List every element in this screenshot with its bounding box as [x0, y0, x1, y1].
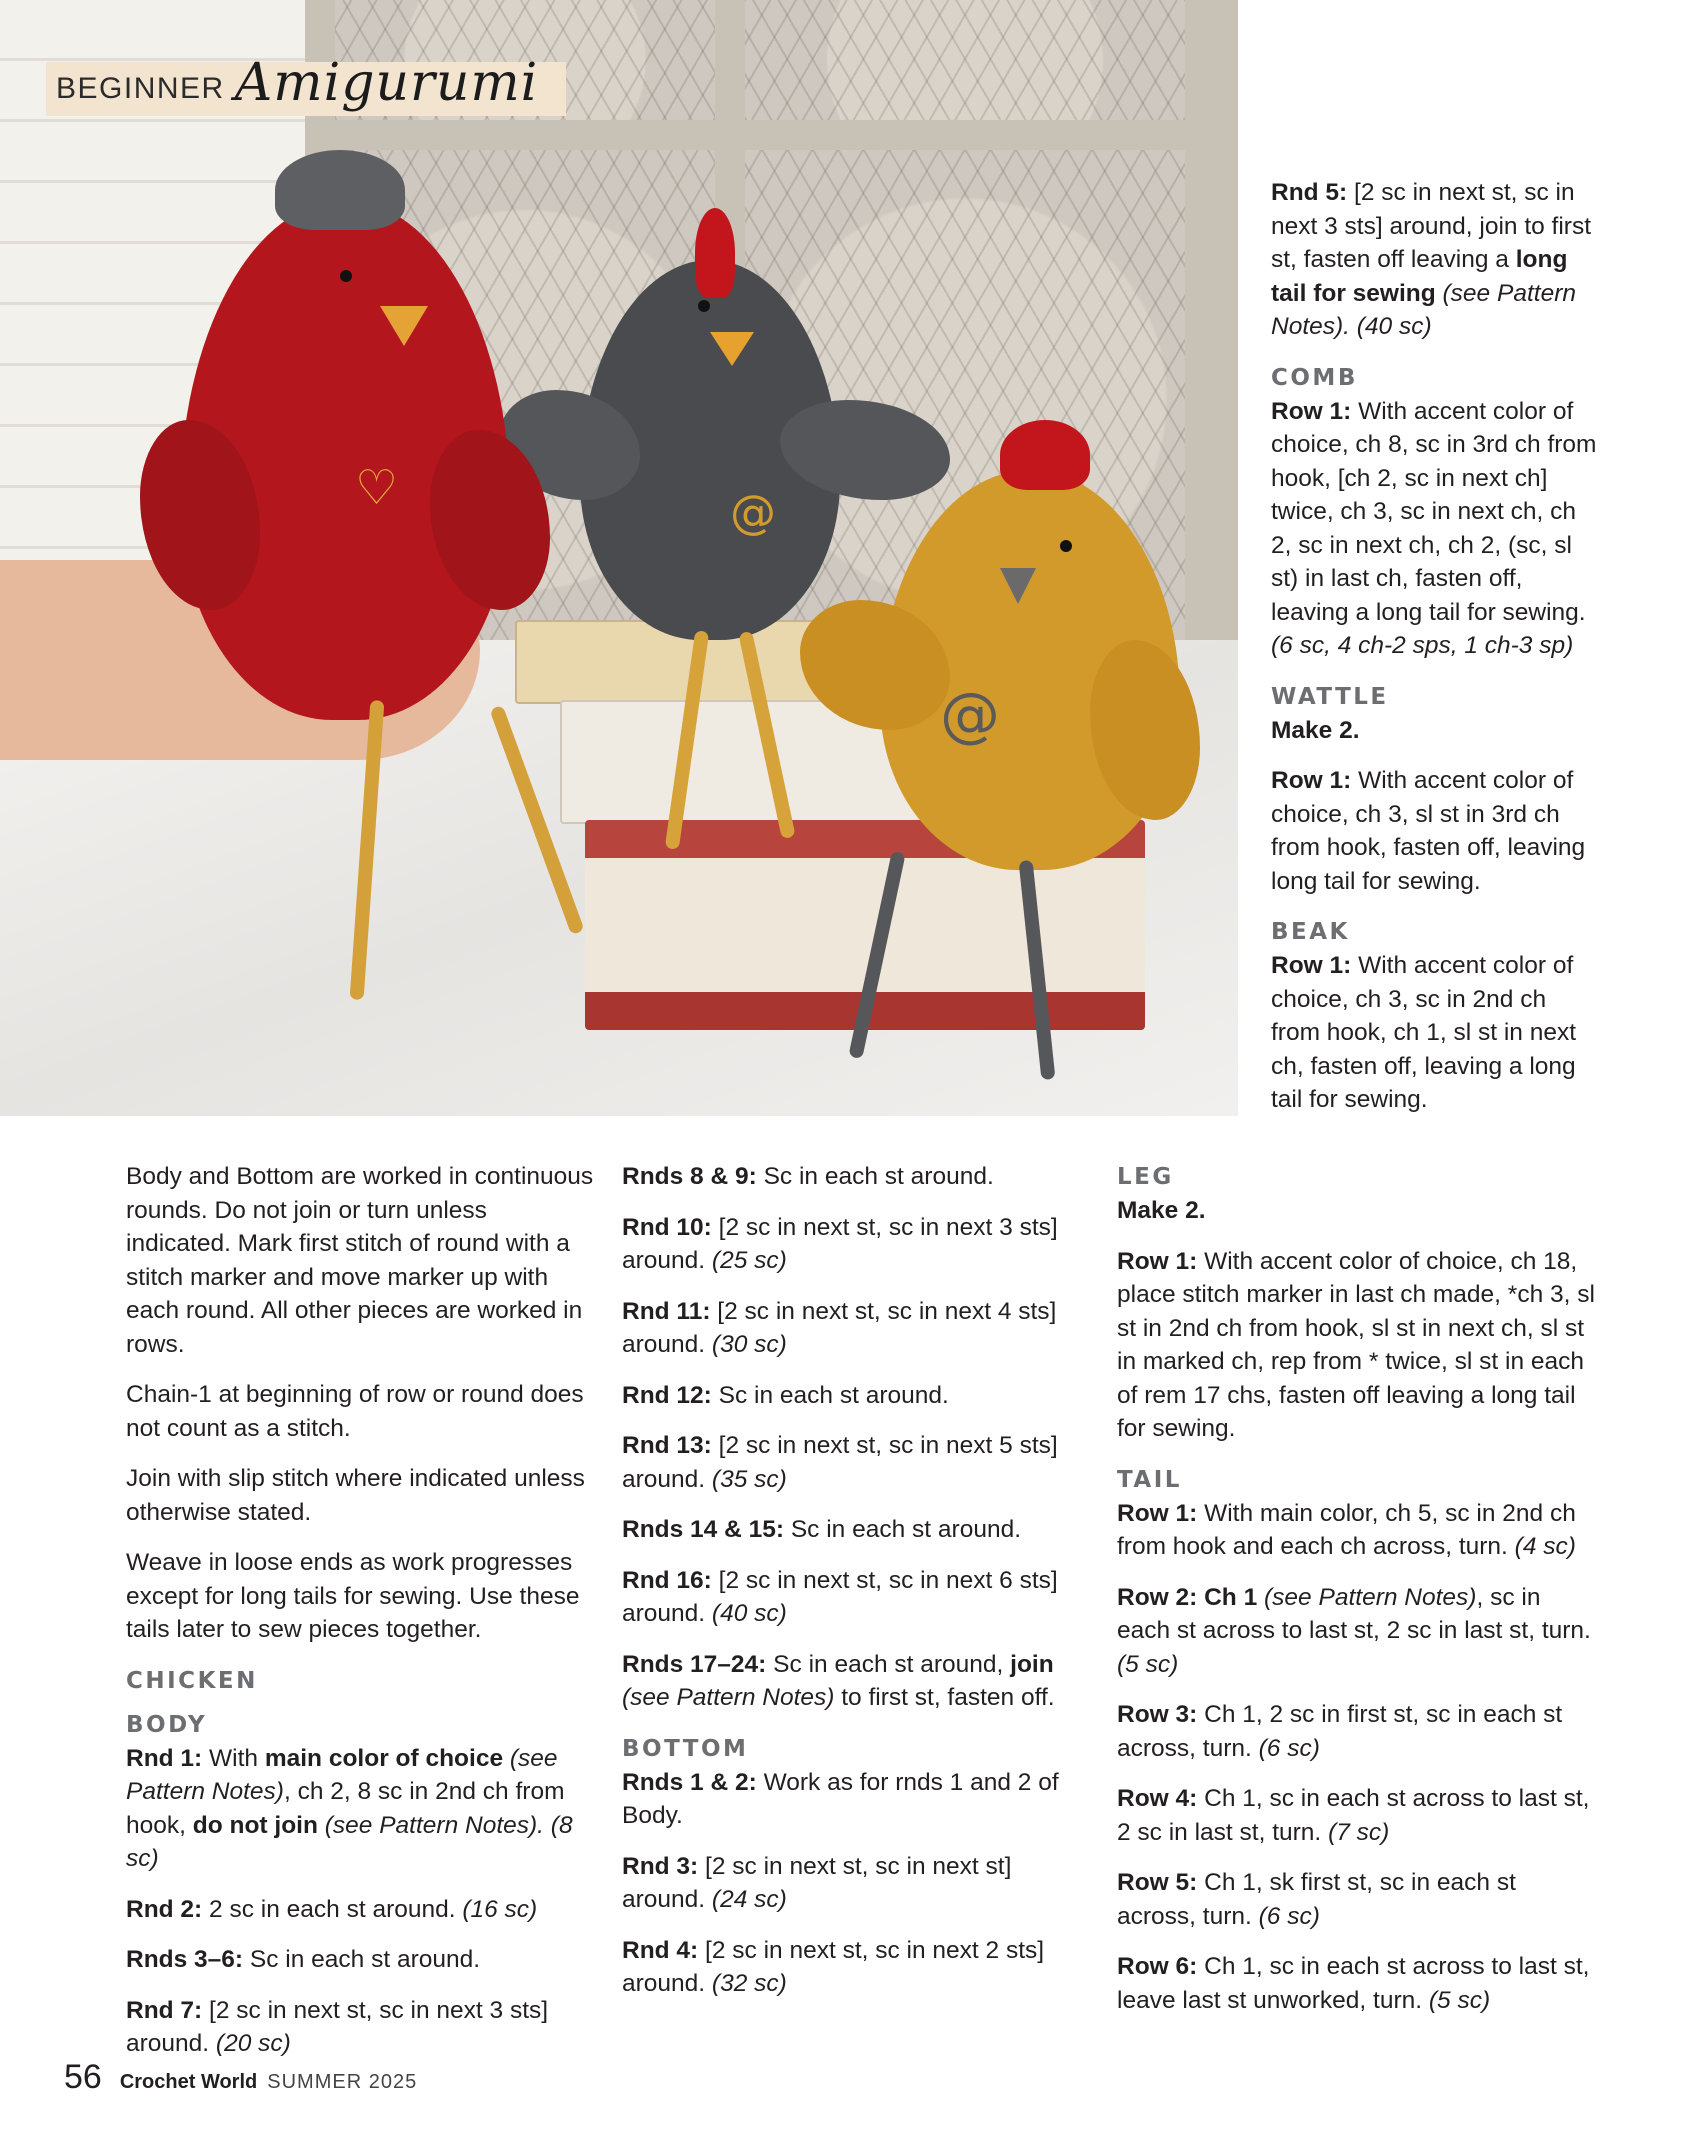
italic-text: (see Pattern Notes) [1257, 1583, 1477, 1611]
section-heading: BEAK [1271, 919, 1350, 945]
bold-text: Row 2: Ch 1 [1117, 1583, 1258, 1611]
body-text: Ch 1, sc in each st across to last st, leave last st unworked, turn. [1117, 1953, 1590, 2014]
body-text: Ch 1, 2 sc in first st, sc in each st across, turn. [1117, 1701, 1563, 1762]
bold-text: Rnd 5: [1271, 179, 1348, 206]
bold-text: Rnd 16: [622, 1566, 712, 1594]
bold-text: Row 1: [1271, 767, 1352, 794]
text-column-3 [1117, 1160, 1597, 2034]
bold-text: Row 1: [1117, 1247, 1198, 1275]
body-text: [2 sc in next st, sc in next 6 sts] around. [622, 1566, 1058, 1627]
instruction-paragraph [126, 1462, 596, 1529]
body-text: , ch 2, 8 sc in 2nd ch from hook, [126, 1778, 565, 1839]
body-text: to first st, fasten off. [834, 1684, 1055, 1711]
instruction-paragraph [1117, 1866, 1597, 1933]
section-heading: LEG [1117, 1164, 1174, 1190]
bold-text: Rnd 13: [622, 1432, 712, 1459]
bold-text: Make 2. [1117, 1197, 1206, 1224]
body-text: With accent color of choice, ch 18, place stitch marker in last ch made, *ch 3, sl st in 2nd ch from hook, sl st in next ch, sl st in marked ch, rep from * twice, sl st in each of rem 17 chs, fasten off leaving a long tail for sewing. [1117, 1247, 1595, 1442]
instruction-paragraph [1117, 1581, 1597, 1682]
body-text: [2 sc in next st, sc in next 5 sts] around. [622, 1432, 1058, 1493]
gold-chicken-comb [1000, 420, 1090, 490]
section-heading: CHICKEN [126, 1667, 258, 1694]
body-text: Ch 1, sk first st, sc in each st across, turn. [1117, 1869, 1516, 1930]
gold-chicken-beak [1000, 568, 1036, 604]
bold-text: Rnd 2: [126, 1895, 203, 1923]
body-text: Ch 1, sc in each st across to last st, 2 sc in last st, turn. [1117, 1785, 1590, 1846]
body-text: With [202, 1744, 265, 1772]
body-text: Work as for rnds 1 and 2 of Body. [622, 1768, 1059, 1829]
italic-text: (32 sc) [711, 1970, 787, 1997]
bold-text: Make 2. [1271, 716, 1360, 744]
instruction-paragraph [1117, 1194, 1597, 1228]
instruction-paragraph [622, 1379, 1092, 1413]
italic-text: (4 sc) [1514, 1533, 1576, 1560]
italic-text: (35 sc) [711, 1465, 787, 1493]
bold-text: main color of choice [264, 1744, 504, 1772]
bold-text: Row 4: [1117, 1785, 1198, 1812]
section-heading: BODY [126, 1711, 208, 1738]
section-logo [46, 53, 566, 116]
issue-label: SUMMER 2025 [267, 2071, 418, 2093]
instruction-paragraph [1117, 1245, 1597, 1446]
body-text: Body and Bottom are worked in continuous rounds. Do not join or turn unless indicated. Mark first stitch of round with a stitch marker and move marker up with each round. All other pieces are worked in rows. [126, 1163, 594, 1358]
bold-text: Rnd 3: [622, 1852, 699, 1880]
logo-script-text: Amigurumi [234, 53, 539, 113]
instruction-paragraph [126, 1742, 596, 1876]
gray-chicken-eye [698, 300, 710, 312]
instruction-paragraph [622, 1766, 1092, 1833]
instruction-paragraph [126, 1378, 596, 1445]
section-heading: BOTTOM [622, 1735, 749, 1762]
italic-text: (30 sc) [711, 1331, 787, 1358]
italic-text: (5 sc) [1117, 1650, 1179, 1678]
instruction-paragraph [622, 1564, 1092, 1631]
instruction-paragraph [622, 1850, 1092, 1917]
instruction-paragraph [1117, 1782, 1597, 1849]
instruction-paragraph [622, 1429, 1092, 1496]
bold-text: Row 1: [1117, 1499, 1198, 1527]
bold-text: Rnd 7: [126, 1996, 203, 2024]
bold-text: Row 5: [1117, 1869, 1198, 1896]
instruction-paragraph [1271, 714, 1601, 748]
body-text: With accent color of choice, ch 8, sc in 3rd ch from hook, [ch 2, sc in next ch] twice, ch 3, sc in next ch, ch 2, sc in next ch, ch 2, (sc, sl st) in last ch, fasten off, leaving a long tail for sewing. [1271, 397, 1597, 626]
text-column-2 [622, 1160, 1092, 2018]
instruction-paragraph [1271, 176, 1601, 344]
red-chicken-beak [380, 306, 428, 346]
gray-chicken-beak [710, 332, 754, 366]
bold-text: Rnd 1: [126, 1744, 203, 1772]
magazine-title: Crochet World [119, 2071, 258, 2093]
body-text: Weave in loose ends as work progresses except for long tails for sewing. Use these tails later to sew pieces together. [126, 1549, 580, 1643]
instruction-paragraph [126, 1994, 596, 2061]
instruction-paragraph [126, 1893, 596, 1927]
bold-text: long tail for sewing [1271, 246, 1568, 307]
italic-text: (40 sc) [711, 1600, 787, 1627]
body-text: With accent color of choice, ch 3, sl st in 3rd ch from hook, fasten off, leaving long tail for sewing. [1271, 767, 1586, 895]
gold-chicken-eye [1060, 540, 1072, 552]
italic-text: (5 sc) [1428, 1986, 1491, 2014]
instruction-paragraph [1117, 1950, 1597, 2017]
italic-text: (see Pattern Notes). (40 sc) [1271, 279, 1576, 340]
bold-text: Row 1: [1271, 397, 1352, 425]
italic-text: (see Pattern Notes) [622, 1684, 835, 1711]
red-chicken-eye [340, 270, 352, 282]
right-text-column [1271, 176, 1601, 1134]
body-text: Join with slip stitch where indicated unless otherwise stated. [126, 1465, 585, 1526]
spiral-embroidery: @ [940, 680, 1000, 750]
spiral-embroidery: @ [730, 485, 776, 539]
body-text: [2 sc in next st, sc in next 3 sts] around. [622, 1213, 1058, 1274]
bold-text: Rnd 4: [622, 1936, 699, 1964]
italic-text: (6 sc) [1258, 1902, 1320, 1930]
hero-photo [0, 0, 1238, 1116]
bold-text: Rnds 17–24: [622, 1650, 767, 1678]
body-text: Sc in each st around, [766, 1650, 1011, 1678]
bold-text: Row 3: [1117, 1701, 1198, 1728]
instruction-paragraph [622, 1513, 1092, 1547]
instruction-paragraph [1271, 764, 1601, 898]
body-text: Sc in each st around. [784, 1516, 1022, 1543]
bold-text: Rnds 1 & 2: [622, 1768, 757, 1796]
instruction-paragraph [126, 1943, 596, 1977]
body-text: [2 sc in next st, sc in next 2 sts] around. [622, 1936, 1045, 1997]
instruction-paragraph [1117, 1497, 1597, 1564]
italic-text: (25 sc) [711, 1247, 787, 1274]
body-text: Sc in each st around. [243, 1946, 481, 1973]
heart-embroidery: ♡ [355, 460, 399, 516]
logo-beginner-text: BEGINNER [56, 72, 225, 105]
italic-text: (20 sc) [215, 2030, 291, 2057]
page-footer [64, 2058, 417, 2097]
body-text: [2 sc in next st, sc in next st] around. [622, 1852, 1012, 1913]
body-text: 2 sc in each st around. [202, 1895, 463, 1923]
instruction-paragraph [1271, 949, 1601, 1117]
instruction-paragraph [622, 1160, 1092, 1194]
window-pane [745, 0, 1185, 120]
instruction-paragraph [1271, 395, 1601, 663]
body-text: [2 sc in next st, sc in next 3 sts] around. [126, 1996, 549, 2057]
bold-text: Rnds 3–6: [126, 1946, 244, 1973]
section-heading: WATTLE [1271, 683, 1389, 710]
instruction-paragraph [622, 1295, 1092, 1362]
bold-text: Rnds 8 & 9: [622, 1163, 757, 1190]
italic-text: (7 sc) [1328, 1818, 1390, 1846]
italic-text: (16 sc) [462, 1895, 538, 1923]
body-text: [2 sc in next st, sc in next 3 sts] around, join to first st, fasten off leaving a [1271, 179, 1592, 273]
bold-text: Rnds 14 & 15: [622, 1516, 785, 1543]
instruction-paragraph [126, 1546, 596, 1647]
bold-text: do not join [192, 1811, 318, 1839]
body-text: With accent color of choice, ch 3, sc in 2nd ch from hook, ch 1, sl st in next ch, fasten off, leaving a long tail for sewing. [1271, 952, 1577, 1113]
bold-text: Rnd 11: [622, 1297, 711, 1325]
section-heading: TAIL [1117, 1466, 1182, 1493]
body-text: [2 sc in next st, sc in next 4 sts] around. [622, 1297, 1057, 1358]
italic-text: (see Pattern Notes) [126, 1744, 558, 1805]
section-heading: COMB [1271, 364, 1358, 391]
italic-text: (6 sc) [1258, 1734, 1320, 1762]
instruction-paragraph [622, 1934, 1092, 2001]
bold-text: join [1010, 1650, 1054, 1678]
instruction-paragraph [126, 1160, 596, 1361]
italic-text: (24 sc) [711, 1886, 787, 1913]
bold-text: Row 6: [1117, 1953, 1198, 1980]
italic-text: (see Pattern Notes). (8 sc) [126, 1811, 573, 1872]
body-text: , sc in each st across to last st, 2 sc in last st, turn. [1117, 1583, 1591, 1644]
instruction-paragraph [1117, 1698, 1597, 1765]
bold-text: Rnd 10: [622, 1213, 712, 1241]
body-text: Sc in each st around. [756, 1163, 994, 1190]
page-number: 56 [64, 2058, 102, 2096]
bold-text: Rnd 12: [622, 1381, 712, 1409]
body-text: Sc in each st around. [711, 1381, 949, 1409]
instruction-paragraph [622, 1648, 1092, 1715]
italic-text: (6 sc, 4 ch-2 sps, 1 ch-3 sp) [1271, 632, 1574, 659]
instruction-paragraph [622, 1211, 1092, 1278]
text-column-1 [126, 1160, 596, 2078]
gray-chicken-comb [695, 208, 735, 298]
body-text: With main color, ch 5, sc in 2nd ch from hook and each ch across, turn. [1117, 1499, 1576, 1560]
bold-text: Row 1: [1271, 952, 1352, 979]
red-chicken-comb [275, 150, 405, 230]
body-text: Chain-1 at beginning of row or round does not count as a stitch. [126, 1381, 584, 1442]
